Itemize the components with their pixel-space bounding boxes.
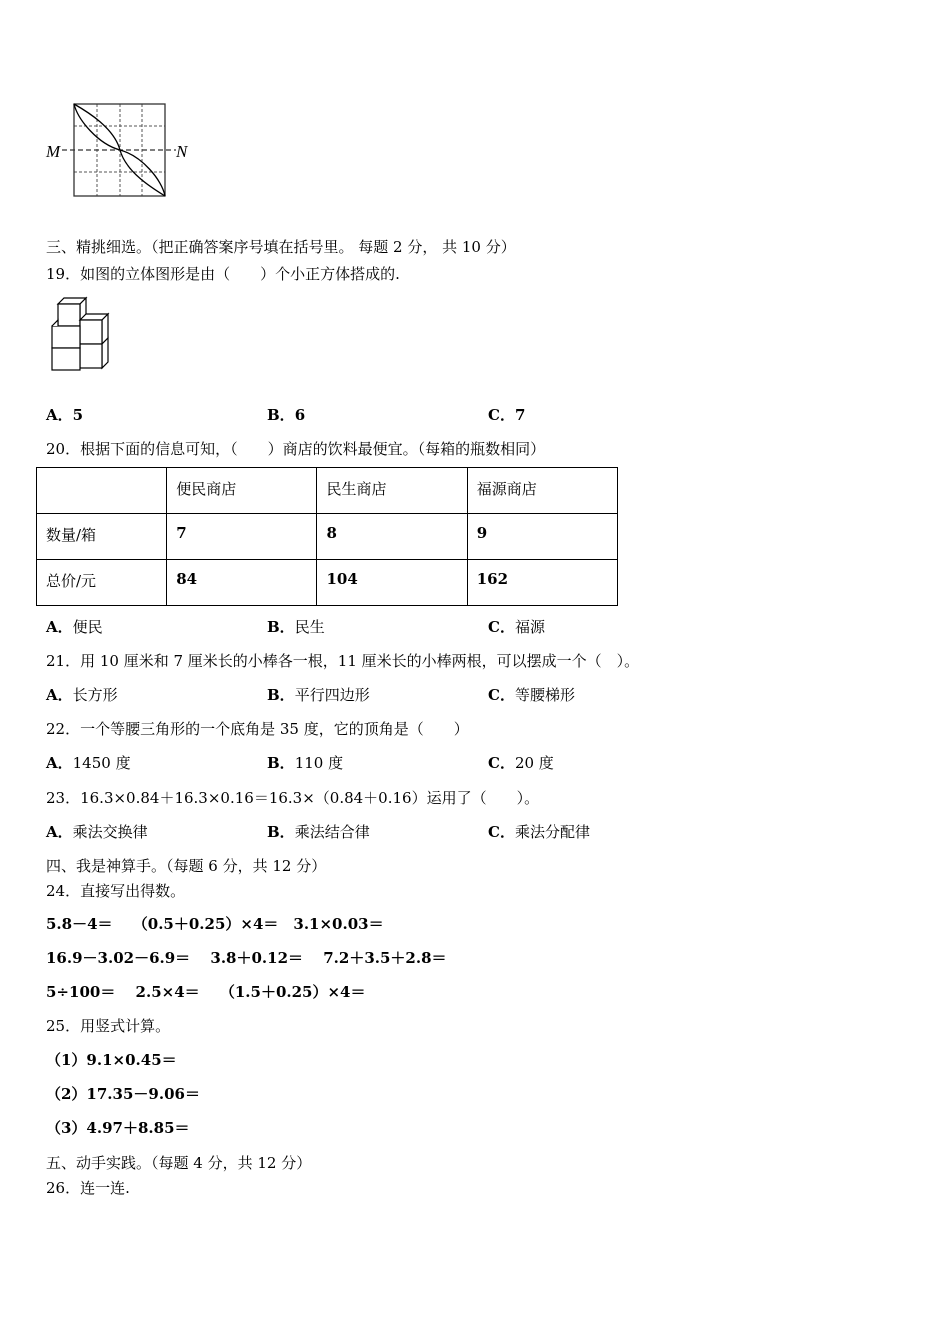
q19-option-b[interactable] bbox=[267, 404, 305, 425]
q19-text: 19．如图的立体图形是由（ ）个小正方体搭成的. bbox=[46, 265, 400, 283]
table-cell: 8 bbox=[317, 514, 467, 560]
label-m: M bbox=[46, 142, 61, 161]
option-text: 乘法交换律 bbox=[72, 823, 148, 841]
q24-line-3: 5÷100＝ 2.5×4＝ （1.5＋0.25）×4＝ bbox=[46, 983, 366, 1001]
table-cell: 民生商店 bbox=[317, 468, 467, 514]
q25-item-3: （3）4.97＋8.85＝ bbox=[46, 1119, 190, 1137]
option-label: B． bbox=[267, 823, 295, 841]
table-row bbox=[37, 514, 618, 560]
option-text: 乘法结合律 bbox=[294, 823, 370, 841]
option-label: A． bbox=[46, 406, 73, 424]
q21-option-b[interactable] bbox=[267, 684, 370, 705]
section3-heading: 三、精挑细选。（把正确答案序号填在括号里。 每题 2 分， 共 10 分） bbox=[46, 238, 516, 256]
option-label: A． bbox=[46, 618, 73, 636]
table-header-row bbox=[37, 468, 618, 514]
option-text: 民生 bbox=[294, 618, 325, 636]
option-label: A． bbox=[46, 686, 73, 704]
option-label: C． bbox=[488, 686, 515, 704]
option-label: A． bbox=[46, 823, 73, 841]
q22-option-a[interactable] bbox=[46, 752, 131, 773]
option-label: B． bbox=[267, 754, 295, 772]
q20-option-b[interactable] bbox=[267, 616, 325, 637]
q19-option-a[interactable] bbox=[46, 404, 83, 425]
option-text: 110 度 bbox=[294, 754, 344, 772]
section5-heading: 五、动手实践。（每题 4 分，共 12 分） bbox=[46, 1154, 312, 1172]
option-label: B． bbox=[267, 618, 295, 636]
q25-item-2: （2）17.35－9.06＝ bbox=[46, 1085, 200, 1103]
option-text: 长方形 bbox=[72, 686, 118, 704]
table-cell: 便民商店 bbox=[167, 468, 317, 514]
option-text: 20 度 bbox=[514, 754, 554, 772]
q25-item-1: （1）9.1×0.45＝ bbox=[46, 1051, 177, 1069]
table-cell: 162 bbox=[467, 560, 617, 606]
table-cell: 福源商店 bbox=[467, 468, 617, 514]
q23-option-c[interactable] bbox=[488, 821, 590, 842]
option-label: B． bbox=[267, 686, 295, 704]
section4-heading: 四、我是神算手。（每题 6 分，共 12 分） bbox=[46, 857, 327, 875]
q24-line-2: 16.9－3.02－6.9＝ 3.8＋0.12＝ 7.2＋3.5＋2.8＝ bbox=[46, 949, 447, 967]
q25-text: 25．用竖式计算。 bbox=[46, 1017, 171, 1035]
option-text: 7 bbox=[514, 406, 526, 424]
q24-line-1: 5.8－4＝ （0.5＋0.25）×4＝ 3.1×0.03＝ bbox=[46, 915, 384, 933]
q20-text: 20．根据下面的信息可知，（ ）商店的饮料最便宜。（每箱的瓶数相同） bbox=[46, 440, 546, 458]
q22-option-b[interactable] bbox=[267, 752, 343, 773]
q21-option-c[interactable] bbox=[488, 684, 575, 705]
q23-option-b[interactable] bbox=[267, 821, 370, 842]
table-cell: 104 bbox=[317, 560, 467, 606]
q19-option-c[interactable] bbox=[488, 404, 525, 425]
option-text: 等腰梯形 bbox=[514, 686, 575, 704]
option-text: 便民 bbox=[72, 618, 103, 636]
table-cell: 数量/箱 bbox=[37, 514, 167, 560]
option-label: B． bbox=[267, 406, 295, 424]
table-cell: 84 bbox=[167, 560, 317, 606]
table-cell bbox=[37, 468, 167, 514]
option-text: 1450 度 bbox=[72, 754, 131, 772]
q21-option-a[interactable] bbox=[46, 684, 118, 705]
shop-price-table bbox=[36, 467, 618, 606]
option-text: 平行四边形 bbox=[294, 686, 370, 704]
option-label: A． bbox=[46, 754, 73, 772]
q22-text: 22．一个等腰三角形的一个底角是 35 度，它的顶角是（ ） bbox=[46, 720, 469, 738]
table-row bbox=[37, 560, 618, 606]
mn-grid-figure bbox=[44, 100, 196, 200]
option-label: C． bbox=[488, 406, 515, 424]
option-text: 6 bbox=[294, 406, 306, 424]
option-label: C． bbox=[488, 754, 515, 772]
q20-option-c[interactable] bbox=[488, 616, 545, 637]
option-text: 乘法分配律 bbox=[514, 823, 590, 841]
option-label: C． bbox=[488, 618, 515, 636]
q23-text: 23．16.3×0.84＋16.3×0.16＝16.3×（0.84＋0.16）运用了（ ）。 bbox=[46, 789, 540, 807]
label-n: N bbox=[176, 142, 188, 161]
option-label: C． bbox=[488, 823, 515, 841]
q21-text: 21．用 10 厘米和 7 厘米长的小棒各一根，11 厘米长的小棒两根，可以摆成一个（ ）。 bbox=[46, 652, 640, 670]
q26-text: 26．连一连. bbox=[46, 1179, 130, 1197]
q20-option-a[interactable] bbox=[46, 616, 103, 637]
option-text: 5 bbox=[72, 406, 84, 424]
q24-text: 24．直接写出得数。 bbox=[46, 882, 186, 900]
q22-option-c[interactable] bbox=[488, 752, 554, 773]
table-cell: 9 bbox=[467, 514, 617, 560]
option-text: 福源 bbox=[514, 618, 545, 636]
cube-stack-figure bbox=[46, 294, 116, 376]
table-cell: 7 bbox=[167, 514, 317, 560]
table-cell: 总价/元 bbox=[37, 560, 167, 606]
q23-option-a[interactable] bbox=[46, 821, 148, 842]
